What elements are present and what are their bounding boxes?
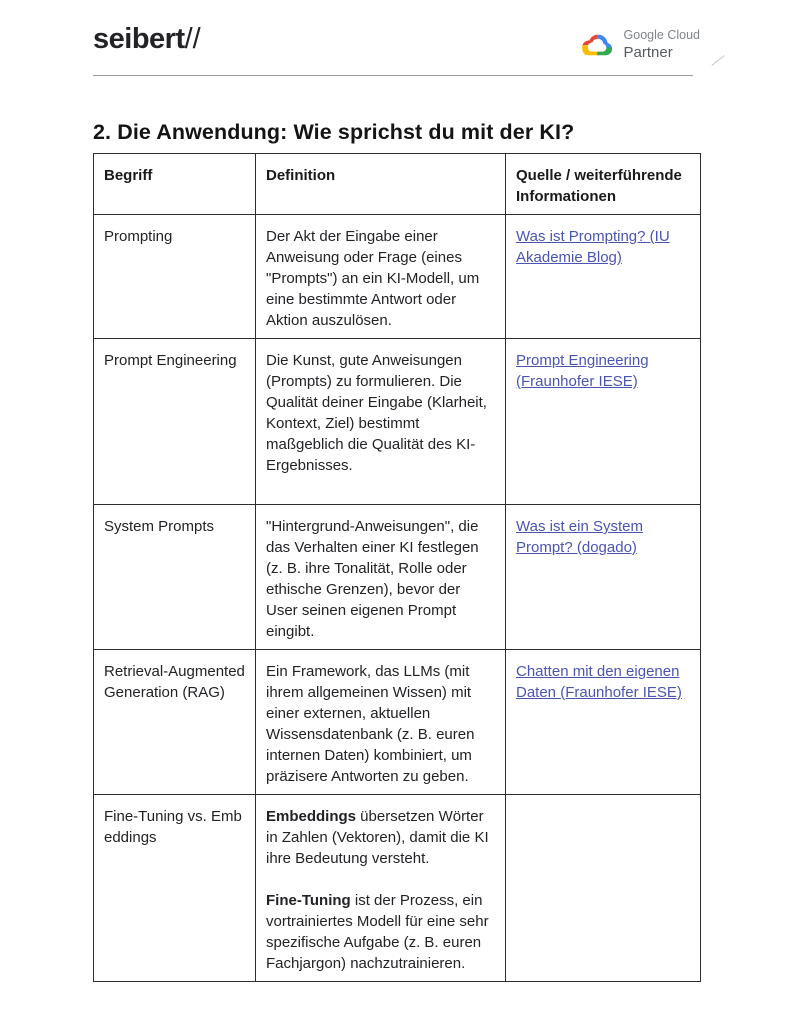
seibert-logo-slashes: // (184, 23, 201, 55)
google-cloud-partner-badge (578, 28, 700, 62)
term-cell: Fine-Tuning vs. Embeddings (94, 795, 256, 982)
definition-paragraph (266, 890, 496, 974)
source-cell (506, 505, 701, 650)
badge-google-cloud-label: Google Cloud (623, 28, 700, 42)
source-link[interactable]: Chatten mit den eigenen Daten (Fraunhofer IESE) (516, 663, 682, 701)
definition-cell: "Hintergrund-Anweisungen", die das Verhalten einer KI festlegen (z. B. ihre Tonalität, Rolle oder ethische Grenzen), bevor der User seinen eigenen Prompt eingibt. (256, 505, 506, 650)
definition-text: ist der Prozess, ein vortrainiertes Modell für eine sehr spezifische Aufgabe (z. B. euren Fachjargon) nachzutrainieren. (266, 892, 489, 972)
page-title: 2. Die Anwendung: Wie sprichst du mit der KI? (93, 120, 575, 145)
table-row (94, 339, 701, 505)
source-cell (506, 215, 701, 339)
partner-badge-text (624, 28, 700, 62)
table-row (94, 215, 701, 339)
term-cell: Prompt Engineering (94, 339, 256, 505)
definition-bold-lead: Embeddings (266, 808, 357, 825)
source-cell (506, 650, 701, 795)
table-row (94, 795, 701, 982)
table-header-row (94, 154, 701, 215)
term-cell: Prompting (94, 215, 256, 339)
badge-partner-label: Partner (623, 43, 673, 61)
source-link[interactable]: Was ist Prompting? (IU Akademie Blog) (516, 228, 670, 266)
definition-cell: Die Kunst, gute Anweisungen (Prompts) zu formulieren. Die Qualität deiner Eingabe (Klarheit, Kontext, Ziel) bestimmt maßgeblich die Qualität des KI-Ergebnisses. (256, 339, 506, 505)
column-header-quelle: Quelle / weiterführende Informationen (506, 154, 701, 215)
header-divider (93, 75, 693, 76)
column-header-definition: Definition (256, 154, 506, 215)
definition-cell: Der Akt der Eingabe einer Anweisung oder Frage (eines "Prompts") an ein KI-Modell, um eine bestimmte Antwort oder Aktion auszulösen. (256, 215, 506, 339)
term-cell: Retrieval-Augmented Generation (RAG) (94, 650, 256, 795)
table-row (94, 505, 701, 650)
seibert-logo-text: seibert (93, 23, 185, 55)
definition-cell: Ein Framework, das LLMs (mit ihrem allgemeinen Wissen) mit einer externen, aktuellen Wissensdatenbank (z. B. euren internen Daten) kombiniert, um präzisere Antworten zu geben. (256, 650, 506, 795)
definition-bold-lead: Fine-Tuning (266, 892, 351, 909)
definition-paragraph (266, 806, 496, 869)
page-header (93, 24, 700, 62)
source-link[interactable]: Was ist ein System Prompt? (dogado) (516, 518, 643, 556)
google-cloud-logo-icon (578, 31, 615, 59)
source-link[interactable]: Prompt Engineering (Fraunhofer IESE) (516, 352, 649, 390)
source-cell (506, 339, 701, 505)
source-cell (506, 795, 701, 982)
definition-cell (256, 795, 506, 982)
term-cell: System Prompts (94, 505, 256, 650)
table-row (94, 650, 701, 795)
seibert-logo (93, 24, 201, 56)
glossary-table (93, 153, 701, 982)
definition-text: übersetzen Wörter in Zahlen (Vektoren), damit die KI ihre Bedeutung versteht. (266, 808, 489, 867)
page-curl-mark (711, 55, 724, 66)
column-header-begriff: Begriff (94, 154, 256, 215)
